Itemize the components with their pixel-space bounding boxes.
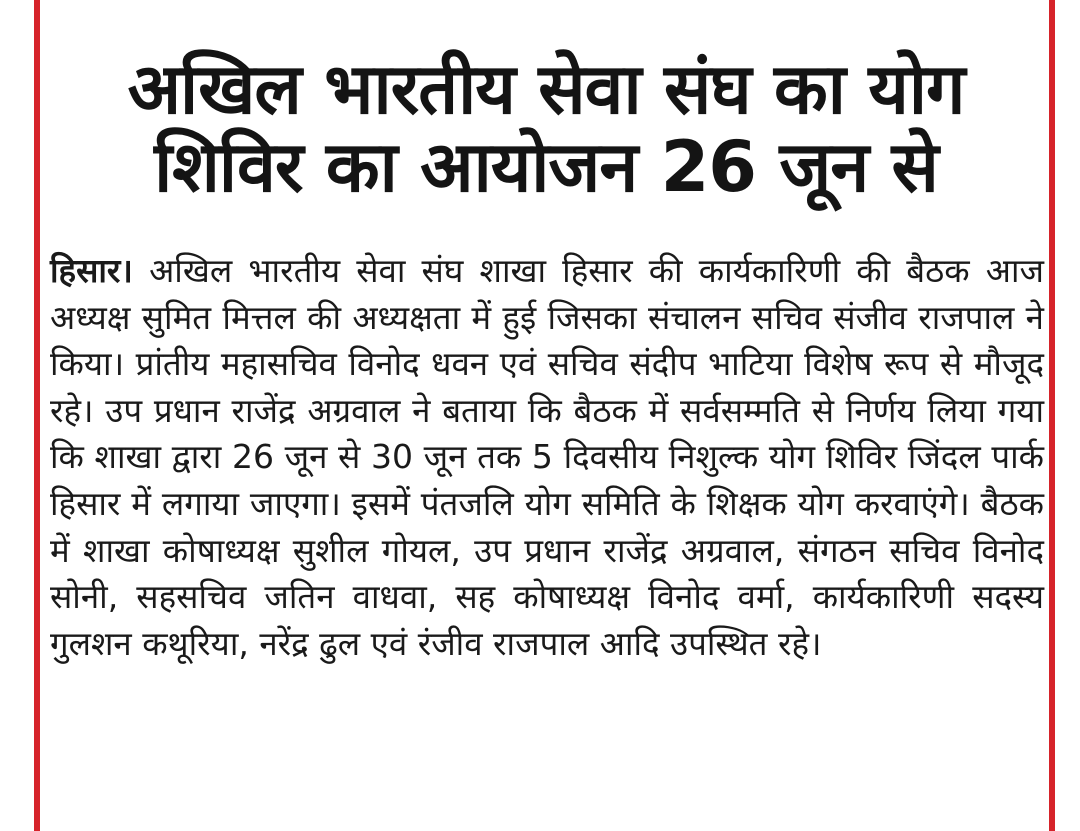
dateline: हिसार। [50, 251, 133, 290]
left-border-rule [34, 0, 40, 831]
article-headline [48, 50, 1044, 206]
headline-line-2: शिविर का आयोजन 26 जून से [154, 126, 938, 208]
headline-line-1: अखिल भारतीय सेवा संघ का योग [127, 48, 965, 130]
previous-article-edge [60, 0, 1040, 6]
article-body-text: अखिल भारतीय सेवा संघ शाखा हिसार की कार्यकारिणी की बैठक आज अध्यक्ष सुमित मित्तल की अध्यक्षता में हुई जिसका संचालन सचिव संजीव राजपाल ने किया। प्रांतीय महासचिव विनोद धवन एवं सचिव संदीप भाटिया विशेष रूप से मौजूद रहे। उप प्रधान राजेंद्र अग्रवाल ने बताया कि बैठक में सर्वसम्मति से निर्णय लिया गया कि शाखा द्वारा 26 जून से 30 जून तक 5 दिवसीय निशुल्क योग शिविर जिंदल पार्क हिसार में लगाया जाएगा। इसमें पंतजलि योग समिति के शिक्षक योग करवाएंगे। बैठक में शाखा कोषाध्यक्ष सुशील गोयल, उप प्रधान राजेंद्र अग्रवाल, संगठन सचिव विनोद सोनी, सहसचिव जतिन वाधवा, सह कोषाध्यक्ष विनोद वर्मा, कार्यकारिणी सदस्य गुलशन कथूरिया, नरेंद्र ढुल एवं रंजीव राजपाल आदि उपस्थित रहे। [50, 251, 1044, 663]
right-border-rule [1049, 0, 1055, 831]
article-body [50, 248, 1044, 667]
